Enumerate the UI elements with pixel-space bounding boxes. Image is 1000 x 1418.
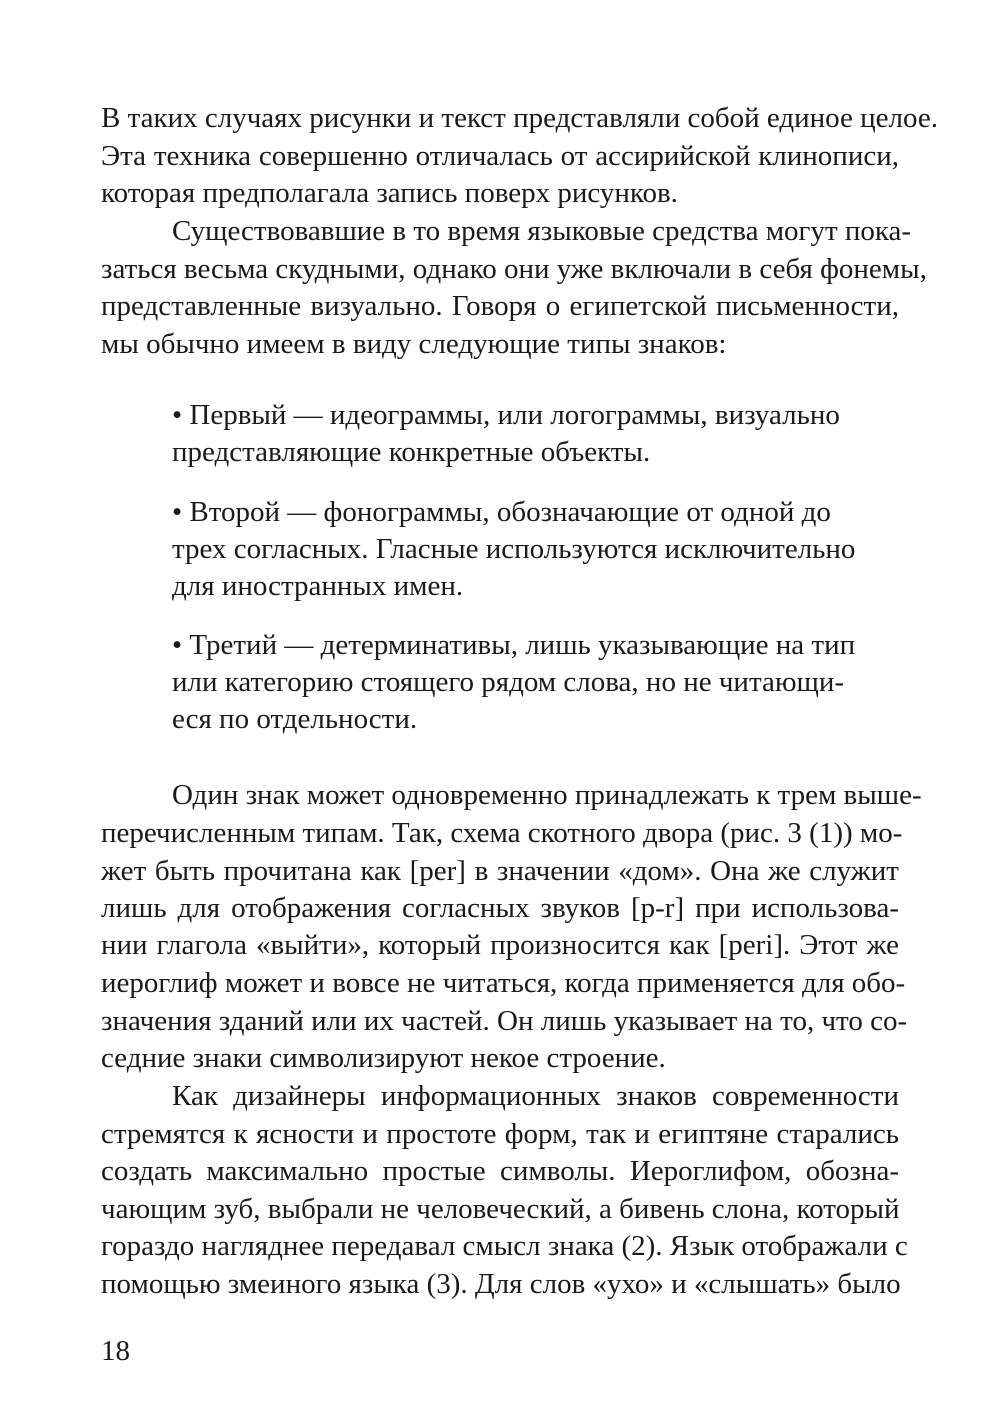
paragraph-line: стремятся к ясности и простоте форм, так и египтяне старались xyxy=(101,1118,899,1150)
page-number: 18 xyxy=(101,1335,130,1367)
paragraph-line: нии глагола «выйти», который произносится как [peri]. Этот же xyxy=(101,929,899,961)
paragraph-line: седние знаки символизируют некое строение. xyxy=(101,1042,666,1074)
paragraph-line: жет быть прочитана как [per] в значении «дом». Она же служит xyxy=(101,855,899,887)
paragraph-line: заться весьма скудными, однако они уже включали в себя фонемы, xyxy=(101,253,927,285)
paragraph-line: Существовавшие в то время языковые средства могут пока- xyxy=(172,215,912,247)
paragraph-line: перечисленным типам. Так, схема скотного двора (рис. 3 (1)) мо- xyxy=(101,817,903,849)
paragraph-line: иероглиф может и вовсе не читаться, когда применяется для обо- xyxy=(101,967,906,999)
paragraph-line: значения зданий или их частей. Он лишь указывает на то, что со- xyxy=(101,1005,908,1037)
list-item-line: или категорию стоящего рядом слова, но не читающи- xyxy=(172,666,845,698)
paragraph-line: представленные визуально. Говоря о египетской письменности, xyxy=(101,290,899,322)
list-item-line: • Второй — фонограммы, обозначающие от одной до xyxy=(172,496,831,528)
paragraph-line: чающим зуб, выбрали не человеческий, а бивень слона, который xyxy=(101,1193,900,1225)
paragraph-line: Эта техника совершенно отличалась от ассирийской клинописи, xyxy=(101,140,899,172)
paragraph-line: Как дизайнеры информационных знаков современности xyxy=(172,1080,899,1112)
list-item-line: представляющие конкретные объекты. xyxy=(172,436,651,468)
paragraph-line: создать максимально простые символы. Иероглифом, обозна- xyxy=(101,1155,899,1187)
paragraph-line: которая предполагала запись поверх рисунков. xyxy=(101,177,678,209)
list-item-line: • Первый — идеограммы, или логограммы, визуально xyxy=(172,399,840,431)
paragraph-line: В таких случаях рисунки и текст представляли собой единое целое. xyxy=(101,102,938,134)
list-item-line: трех согласных. Гласные используются исключительно xyxy=(172,533,856,565)
paragraph-line: мы обычно имеем в виду следующие типы знаков: xyxy=(101,328,727,360)
list-item-line: • Третий — детерминативы, лишь указывающие на тип xyxy=(172,629,856,661)
paragraph-line: Один знак может одновременно принадлежать к трем выше- xyxy=(172,779,922,811)
paragraph-line: гораздо нагляднее передавал смысл знака (2). Язык отображали с xyxy=(101,1230,908,1262)
paragraph-line: лишь для отображения согласных звуков [p-r] при использова- xyxy=(101,892,899,924)
list-item-line: еся по отдельности. xyxy=(172,703,418,735)
list-item-line: для иностранных имен. xyxy=(172,570,464,602)
paragraph-line: помощью змеиного языка (3). Для слов «ухо» и «слышать» было xyxy=(101,1268,901,1300)
